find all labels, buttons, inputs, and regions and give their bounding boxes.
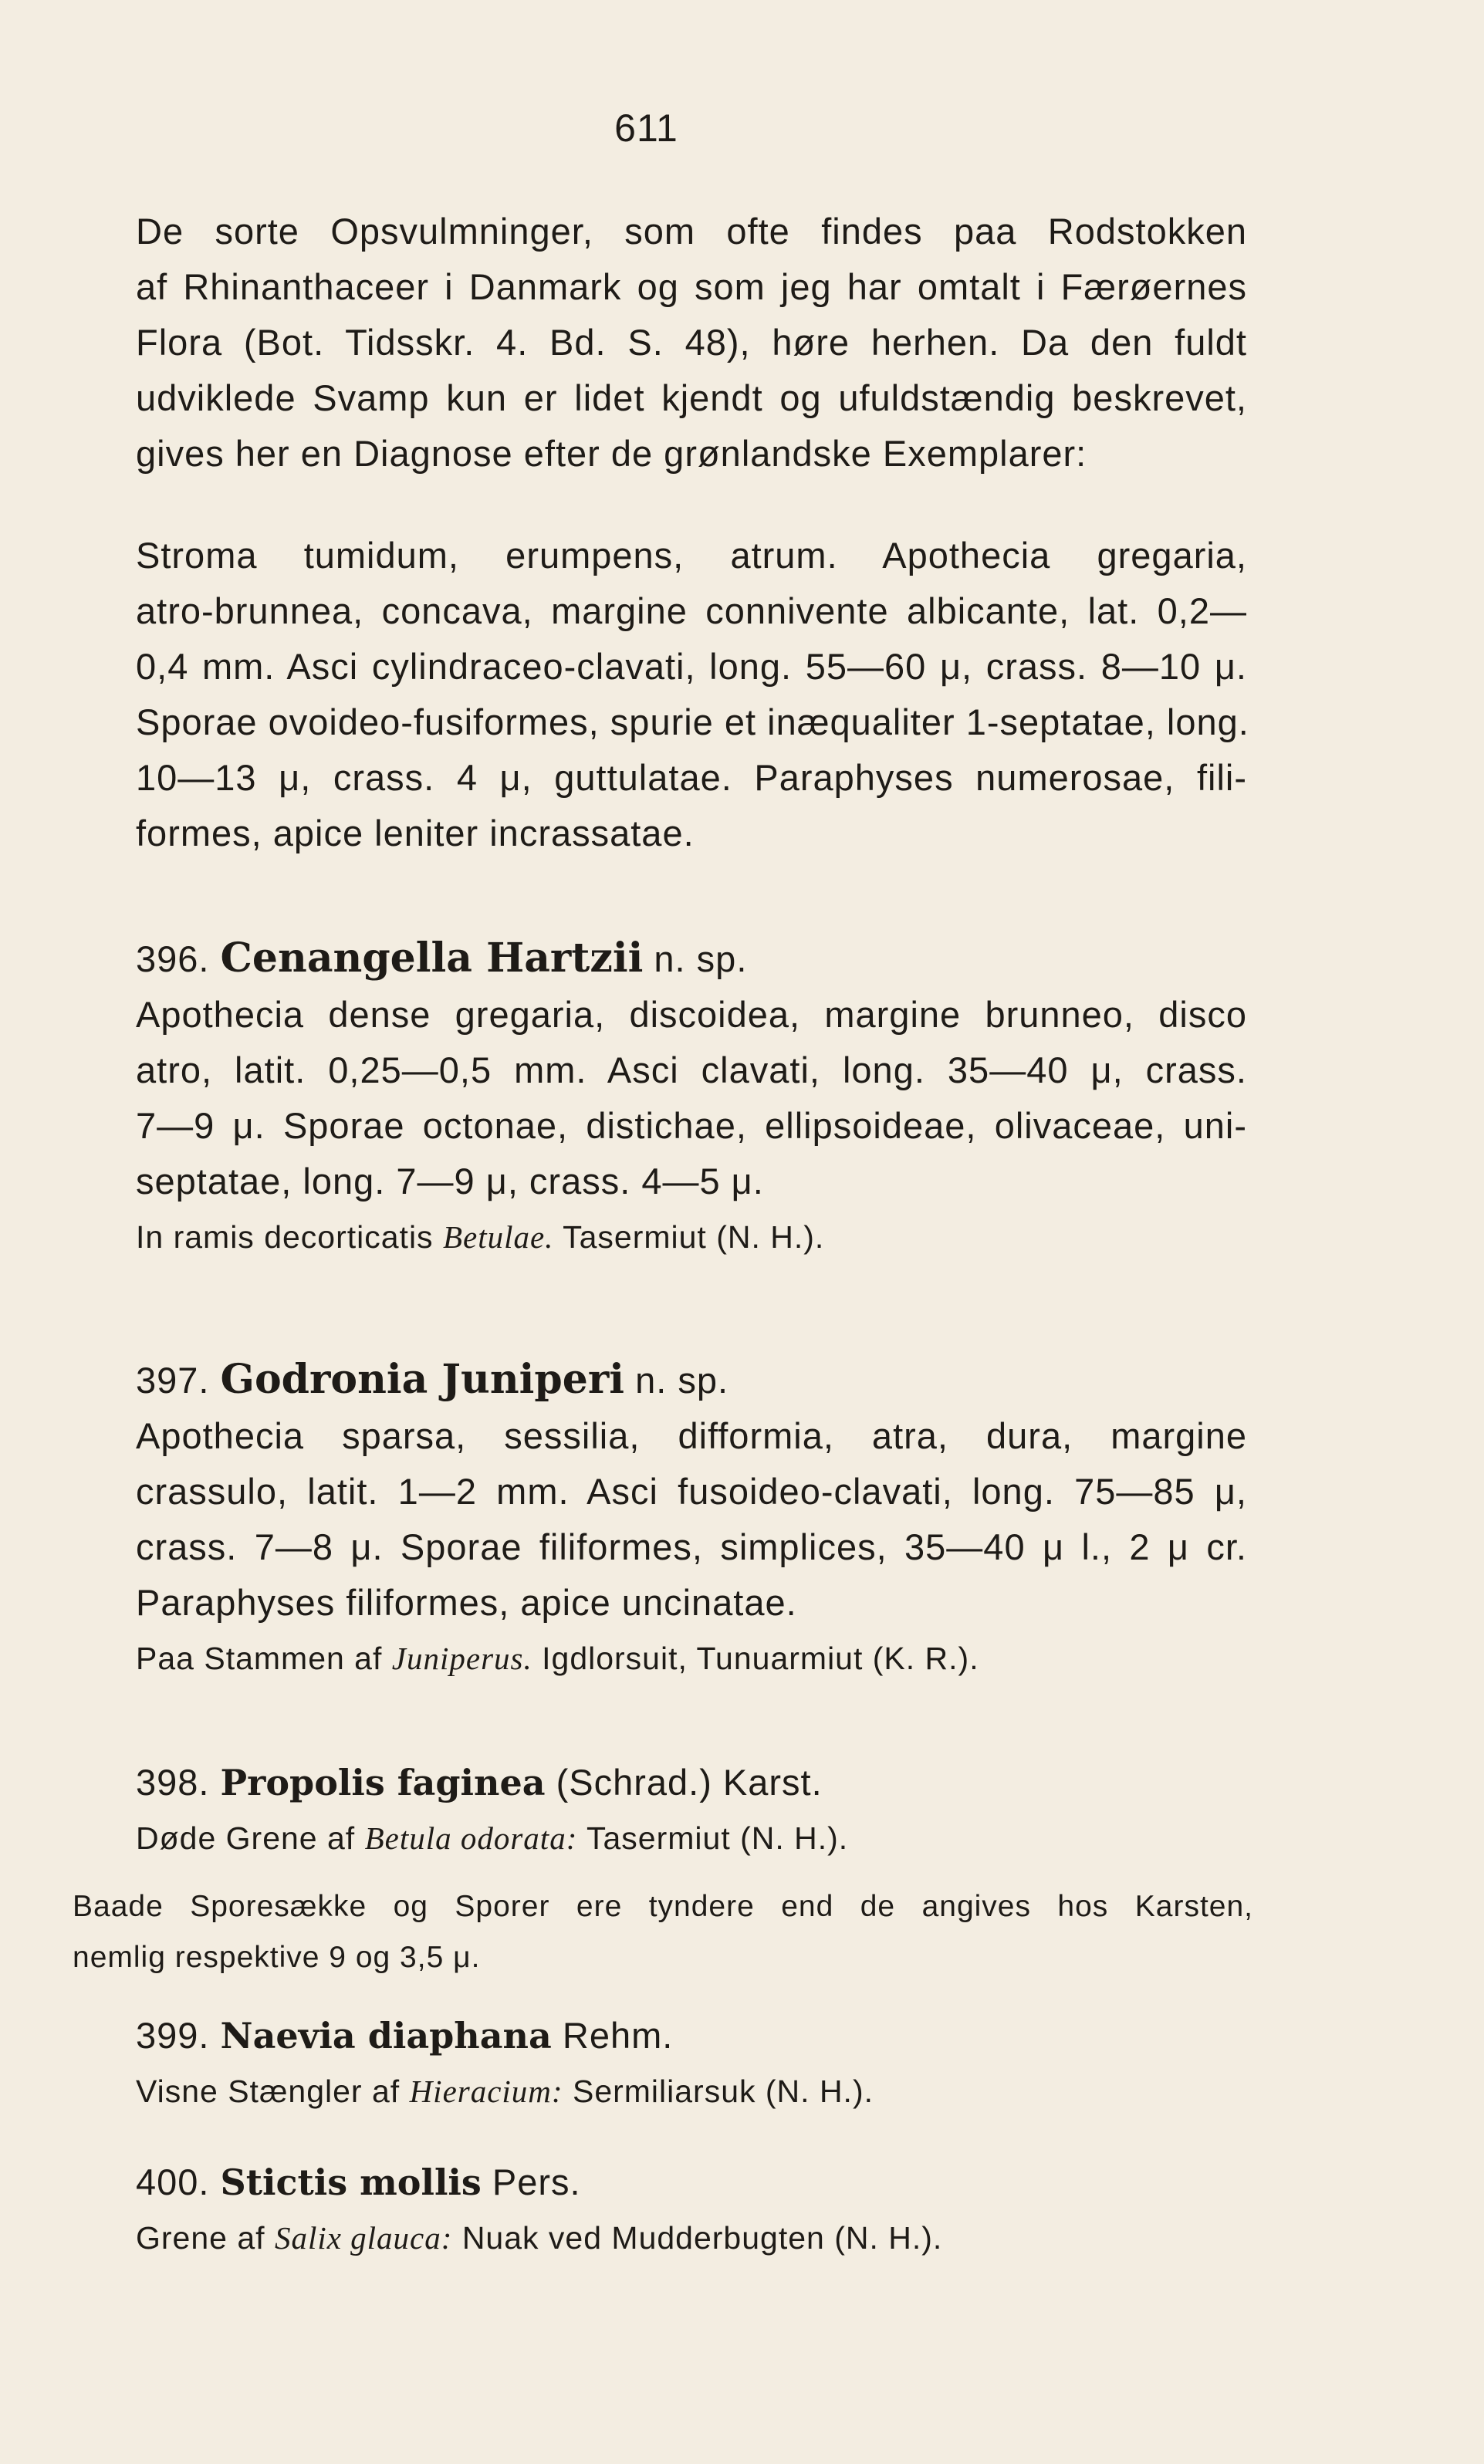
species-author: n. sp. [654, 938, 748, 979]
species-author: (Schrad.) Karst. [556, 1762, 823, 1803]
description-line: crass. 7—8 μ. Sporae filiformes, simplices, 35—40 μ l., 2 μ cr. [136, 1526, 1247, 1567]
entry-heading [136, 2008, 1247, 2063]
entry-number: 398. [136, 1762, 210, 1803]
species-author: n. sp. [635, 1360, 729, 1401]
description-line: atro, latit. 0,25—0,5 mm. Asci clavati, long. 35—40 μ, crass. [136, 1049, 1247, 1090]
habitat-line [136, 1209, 1247, 1265]
host-name: Salix glauca: [274, 2220, 453, 2256]
diagnosis-line: formes, apice leniter incrassatae. [136, 813, 695, 853]
diagnosis-paragraph [136, 528, 1247, 861]
host-name: Betulae. [442, 1219, 554, 1255]
species-entry-396 [136, 931, 1247, 1265]
intro-line: De sorte Opsvulmninger, som ofte findes paa Rodstokken [136, 211, 1247, 252]
habitat-text: Døde Grene af [136, 1820, 365, 1856]
species-entry-399 [136, 2008, 1247, 2119]
locality: Tasermiut (N. H.). [577, 1820, 849, 1856]
species-name: Cenangella Hartzii [220, 935, 644, 982]
habitat-line [136, 1810, 1247, 1866]
host-name: Juniperus. [391, 1641, 532, 1676]
entry-heading [136, 2155, 1247, 2210]
species-entry-397 [136, 1352, 1247, 1686]
habitat-line [136, 2063, 1247, 2119]
habitat-text: Visne Stængler af [136, 2074, 410, 2109]
note-line: Baade Sporesække og Sporer ere tyndere end de angives hos Karsten, [73, 1890, 1253, 1923]
intro-line: udviklede Svamp kun er lidet kjendt og ufuldstændig beskrevet, [136, 377, 1247, 418]
species-entry-398 [136, 1755, 1247, 1866]
entry-number: 397. [136, 1360, 210, 1401]
intro-line: af Rhinanthaceer i Danmark og som jeg har omtalt i Færøernes [136, 266, 1247, 307]
habitat-line [136, 2210, 1247, 2266]
species-name: Propolis faginea [220, 1762, 546, 1803]
description-line: crassulo, latit. 1—2 mm. Asci fusoideo-clavati, long. 75—85 μ, [136, 1471, 1247, 1512]
diagnosis-line: atro-brunnea, concava, margine connivente albicante, lat. 0,2— [136, 590, 1247, 631]
description-line: septatae, long. 7—9 μ, crass. 4—5 μ. [136, 1161, 764, 1202]
locality: Igdlorsuit, Tunuarmiut (K. R.). [532, 1641, 979, 1676]
entry-heading [136, 931, 1247, 987]
entry-number: 399. [136, 2015, 210, 2056]
intro-line: Flora (Bot. Tidsskr. 4. Bd. S. 48), høre herhen. Da den fuldt [136, 322, 1247, 363]
page-number: 611 [614, 106, 678, 150]
entry-number: 400. [136, 2161, 210, 2202]
intro-paragraph [136, 204, 1247, 482]
diagnosis-line: Sporae ovoideo-fusiformes, spurie et inæqualiter 1-septatae, long. [136, 701, 1249, 742]
habitat-text: In ramis decorticatis [136, 1219, 443, 1255]
description-line: Apothecia sparsa, sessilia, difformia, atra, dura, margine [136, 1415, 1247, 1456]
species-entry-400 [136, 2155, 1247, 2266]
habitat-line [136, 1631, 1247, 1686]
intro-line: gives her en Diagnose efter de grønlandske Exemplarer: [136, 433, 1087, 474]
species-author: Pers. [492, 2161, 581, 2202]
description-line: Apothecia dense gregaria, discoidea, margine brunneo, disco [136, 994, 1247, 1035]
habitat-text: Paa Stammen af [136, 1641, 392, 1676]
host-name: Betula odorata: [364, 1820, 578, 1856]
species-name: Godronia Juniperi [220, 1356, 624, 1403]
locality: Sermiliarsuk (N. H.). [563, 2074, 874, 2109]
note-398 [73, 1881, 1253, 1983]
species-name: Naevia diaphana [220, 2015, 552, 2057]
locality: Nuak ved Mudderbugten (N. H.). [452, 2220, 943, 2256]
entry-heading [136, 1352, 1247, 1408]
note-line: nemlig respektive 9 og 3,5 μ. [73, 1941, 481, 1974]
habitat-text: Grene af [136, 2220, 275, 2256]
host-name: Hieracium: [409, 2074, 563, 2109]
diagnosis-line: 10—13 μ, crass. 4 μ, guttulatae. Paraphyses numerosae, fili- [136, 757, 1247, 798]
description-line: 7—9 μ. Sporae octonae, distichae, ellipsoideae, olivaceae, uni- [136, 1105, 1247, 1146]
entry-number: 396. [136, 938, 210, 979]
locality: Tasermiut (N. H.). [553, 1219, 825, 1255]
diagnosis-line: Stroma tumidum, erumpens, atrum. Apothecia gregaria, [136, 535, 1247, 576]
entry-heading [136, 1755, 1247, 1810]
description-line: Paraphyses filiformes, apice uncinatae. [136, 1582, 797, 1623]
species-name: Stictis mollis [220, 2161, 482, 2203]
diagnosis-line: 0,4 mm. Asci cylindraceo-clavati, long. 55—60 μ, crass. 8—10 μ. [136, 646, 1247, 687]
species-author: Rehm. [562, 2015, 674, 2056]
